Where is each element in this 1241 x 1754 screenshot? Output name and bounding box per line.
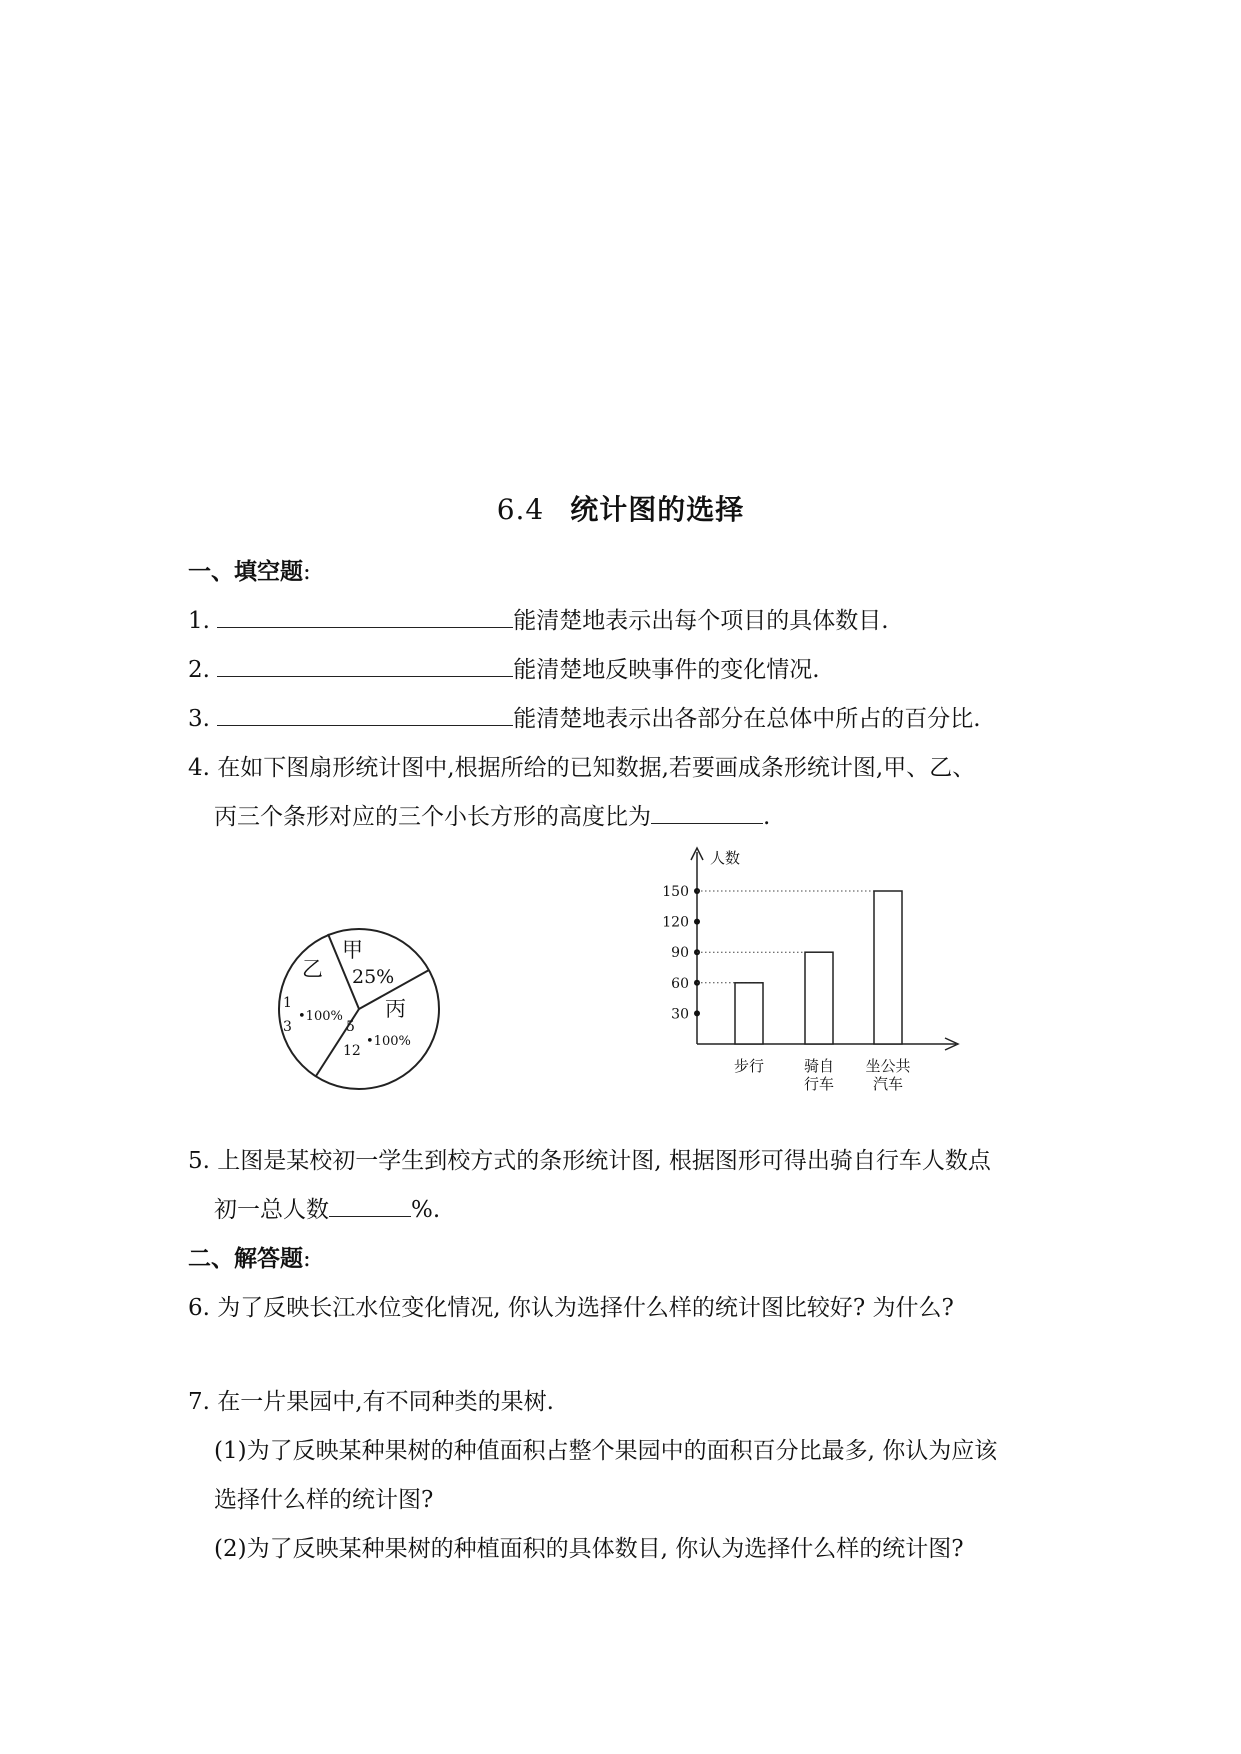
title-number: 6.4 xyxy=(496,493,545,526)
section-fill-in-blank xyxy=(188,553,311,586)
question-text: 在如下图扇形统计图中,根据所给的已知数据,若要画成条形统计图,甲、乙、 xyxy=(217,755,976,781)
question-text: 选择什么样的统计图? xyxy=(214,1487,434,1513)
question-number: 2. xyxy=(188,657,210,683)
question-5-line-1 xyxy=(188,1142,991,1175)
question-3 xyxy=(188,700,981,733)
pie-value-jia: 25% xyxy=(352,966,395,988)
y-tick-label: 90 xyxy=(671,945,689,962)
bar xyxy=(805,952,833,1044)
question-text: 能清楚地表示出每个项目的具体数目. xyxy=(513,608,889,634)
question-text: 丙三个条形对应的三个小长方形的高度比为 xyxy=(214,804,651,830)
y-axis-label: 人数 xyxy=(710,849,741,867)
question-number: 7. xyxy=(188,1389,210,1415)
section-colon: : xyxy=(303,1246,311,1272)
question-text: 能清楚地反映事件的变化情况. xyxy=(513,657,820,683)
pie-denominator-bing: 12 xyxy=(343,1043,361,1059)
question-number: 5. xyxy=(188,1148,210,1174)
pie-chart xyxy=(270,920,450,1100)
pie-denominator-yi: 3 xyxy=(283,1019,292,1035)
bar xyxy=(874,891,902,1044)
question-7-part-2 xyxy=(214,1530,964,1563)
category-label: 步行 xyxy=(733,1057,765,1075)
question-4-line-2 xyxy=(214,798,770,831)
category-label: 坐公共 xyxy=(865,1057,911,1075)
question-5-line-2 xyxy=(214,1191,440,1224)
question-1 xyxy=(188,602,889,635)
question-2 xyxy=(188,651,820,684)
question-text: (2)为了反映某种果树的种植面积的具体数目, 你认为选择什么样的统计图? xyxy=(214,1536,964,1562)
question-text: 初一总人数 xyxy=(214,1197,329,1223)
question-end: . xyxy=(763,804,771,830)
question-text: 能清楚地表示出各部分在总体中所占的百分比. xyxy=(513,706,981,732)
y-tick-dot xyxy=(694,919,700,925)
bar-chart xyxy=(640,838,970,1100)
answer-blank[interactable] xyxy=(329,1196,411,1217)
pie-numerator-yi: 1 xyxy=(283,995,292,1011)
page-title xyxy=(0,488,1241,528)
question-text: 为了反映长江水位变化情况, 你认为选择什么样的统计图比较好? 为什么? xyxy=(217,1295,954,1321)
question-text: 上图是某校初一学生到校方式的条形统计图, 根据图形可得出骑自行车人数点 xyxy=(217,1148,991,1174)
y-tick-label: 150 xyxy=(662,884,689,900)
question-number: 1. xyxy=(188,608,210,634)
section-label: 二、解答题 xyxy=(188,1245,303,1272)
question-7-part-1-line-2 xyxy=(214,1481,433,1514)
pie-percent-yi: •100% xyxy=(298,1009,343,1024)
title-text: 统计图的选择 xyxy=(570,493,745,526)
pie-percent-bing: •100% xyxy=(366,1034,411,1049)
category-label: 汽车 xyxy=(872,1075,904,1093)
section-colon: : xyxy=(303,559,311,585)
question-7-part-1-line-1 xyxy=(214,1432,997,1465)
question-4-line-1 xyxy=(188,749,975,782)
answer-blank[interactable] xyxy=(217,656,513,677)
bar xyxy=(735,983,763,1044)
category-label: 行车 xyxy=(803,1075,835,1093)
question-number: 4. xyxy=(188,755,210,781)
question-text: (1)为了反映某种果树的种值面积占整个果园中的面积百分比最多, 你认为应该 xyxy=(214,1438,998,1464)
pie-numerator-bing: 5 xyxy=(346,1019,355,1035)
y-tick-label: 60 xyxy=(671,975,689,992)
y-tick-dot xyxy=(694,1010,700,1016)
y-tick-label: 30 xyxy=(671,1006,689,1023)
pie-label-bing: 丙 xyxy=(385,997,406,1021)
question-end: %. xyxy=(411,1197,441,1223)
category-label: 骑自 xyxy=(803,1057,835,1075)
y-tick-label: 120 xyxy=(662,914,689,931)
question-7 xyxy=(188,1383,554,1416)
question-number: 6. xyxy=(188,1295,210,1321)
pie-label-yi: 乙 xyxy=(302,957,323,981)
question-6 xyxy=(188,1289,954,1322)
pie-label-jia: 甲 xyxy=(342,938,363,962)
answer-blank[interactable] xyxy=(651,803,763,824)
question-number: 3. xyxy=(188,706,210,732)
answer-blank[interactable] xyxy=(217,705,513,726)
section-label: 一、填空题 xyxy=(188,558,303,585)
question-text: 在一片果园中,有不同种类的果树. xyxy=(217,1389,554,1415)
section-answer xyxy=(188,1240,311,1273)
answer-blank[interactable] xyxy=(217,607,513,628)
